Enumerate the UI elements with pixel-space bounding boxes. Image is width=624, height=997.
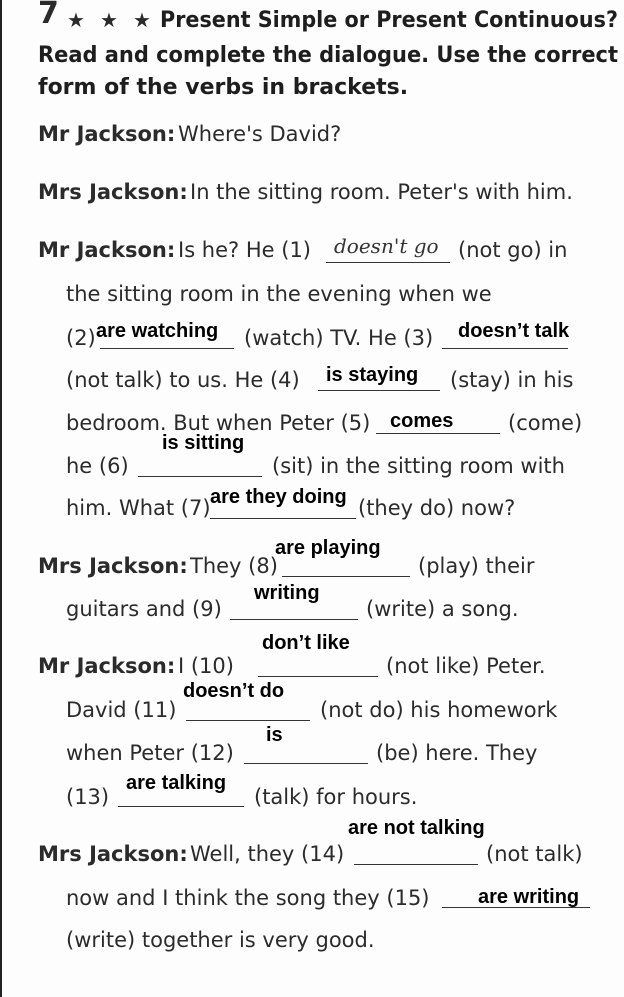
dialogue-text: (they do) now? — [358, 496, 516, 520]
exercise-title: Present Simple or Present Continuous? — [160, 8, 618, 33]
speaker-label: Mrs Jackson: — [38, 842, 188, 866]
star-icon: ★ — [67, 8, 85, 32]
answer-11: doesn’t do — [183, 680, 285, 702]
dialogue-text: (come) — [508, 411, 583, 435]
speaker-label: Mrs Jackson: — [38, 180, 188, 204]
answer-7: are they doing — [210, 486, 347, 508]
dialogue-text: (not talk) — [486, 842, 583, 866]
answer-10: don’t like — [262, 632, 350, 654]
dialogue-text: guitars and (9) — [66, 597, 222, 621]
dialogue-text: In the sitting room. Peter's with him. — [190, 180, 573, 204]
answer-blank-10[interactable] — [258, 676, 378, 677]
answer-blank-4[interactable] — [318, 390, 440, 391]
dialogue-text: (not do) his homework — [320, 698, 558, 722]
answer-blank-5[interactable] — [376, 433, 500, 434]
dialogue-text: him. What (7) — [66, 496, 211, 520]
answer-blank-7[interactable] — [210, 518, 356, 519]
answer-blank-11[interactable] — [186, 720, 310, 721]
dialogue-text: he (6) — [66, 454, 129, 478]
answer-9: writing — [254, 582, 320, 604]
page-edge-rule — [0, 0, 2, 997]
speaker-label: Mr Jackson: — [38, 122, 176, 146]
answer-5: comes — [390, 410, 454, 432]
dialogue-text: (2) — [66, 326, 96, 350]
answer-15: are writing — [478, 886, 580, 908]
dialogue-text: Where's David? — [178, 122, 342, 146]
answer-12: is — [266, 724, 283, 746]
dialogue-text: when Peter (12) — [66, 741, 234, 765]
dialogue-text: David (11) — [66, 698, 177, 722]
dialogue-text: Is he? He (1) — [178, 238, 311, 262]
dialogue-text: (be) here. They — [376, 741, 538, 765]
dialogue-text: (sit) in the sitting room with — [272, 454, 565, 478]
dialogue-text: (not go) in — [458, 238, 568, 262]
handwritten-answer-1: doesn't go — [334, 234, 439, 258]
dialogue-text: (not like) Peter. — [386, 654, 546, 678]
answer-blank-3[interactable] — [442, 348, 568, 349]
dialogue-text: the sitting room in the evening when we — [66, 282, 492, 306]
dialogue-text: Well, they (14) — [190, 842, 345, 866]
dialogue-text: bedroom. But when Peter (5) — [66, 411, 371, 435]
instructions-line-2: form of the verbs in brackets. — [38, 75, 409, 100]
dialogue-text: (talk) for hours. — [254, 785, 418, 809]
answer-blank-9[interactable] — [230, 619, 358, 620]
instructions-line-1: Read and complete the dialogue. Use the correct — [38, 43, 618, 68]
answer-blank-13[interactable] — [118, 806, 244, 807]
answer-blank-6[interactable] — [138, 476, 262, 477]
answer-3: doesn’t talk — [458, 320, 570, 342]
answer-blank-8[interactable] — [282, 576, 410, 577]
star-icon: ★ — [133, 8, 151, 32]
dialogue-text: (play) their — [418, 554, 535, 578]
answer-6: is sitting — [162, 432, 245, 454]
dialogue-text: (watch) TV. He (3) — [244, 326, 434, 350]
exercise-number: 7 — [38, 0, 59, 31]
speaker-label: Mr Jackson: — [38, 238, 176, 262]
dialogue-text: I (10) — [178, 654, 234, 678]
star-icon: ★ — [100, 8, 118, 32]
answer-blank-14[interactable] — [354, 864, 478, 865]
answer-blank-2[interactable] — [100, 348, 234, 349]
dialogue-text: (write) together is very good. — [66, 928, 375, 952]
speaker-label: Mr Jackson: — [38, 654, 176, 678]
answer-blank-1[interactable] — [326, 262, 450, 263]
answer-14: are not talking — [348, 817, 485, 839]
speaker-label: Mrs Jackson: — [38, 554, 188, 578]
answer-13: are talking — [126, 772, 227, 794]
dialogue-text: (13) — [66, 785, 110, 809]
answer-8: are playing — [275, 537, 381, 559]
dialogue-text: (write) a song. — [366, 597, 519, 621]
answer-4: is staying — [326, 364, 419, 386]
dialogue-text: (stay) in his — [450, 368, 574, 392]
answer-2: are watching — [96, 320, 219, 342]
dialogue-text: (not talk) to us. He (4) — [66, 368, 300, 392]
dialogue-text: now and I think the song they (15) — [66, 886, 430, 910]
dialogue-text: They (8) — [190, 554, 278, 578]
answer-blank-12[interactable] — [244, 763, 368, 764]
